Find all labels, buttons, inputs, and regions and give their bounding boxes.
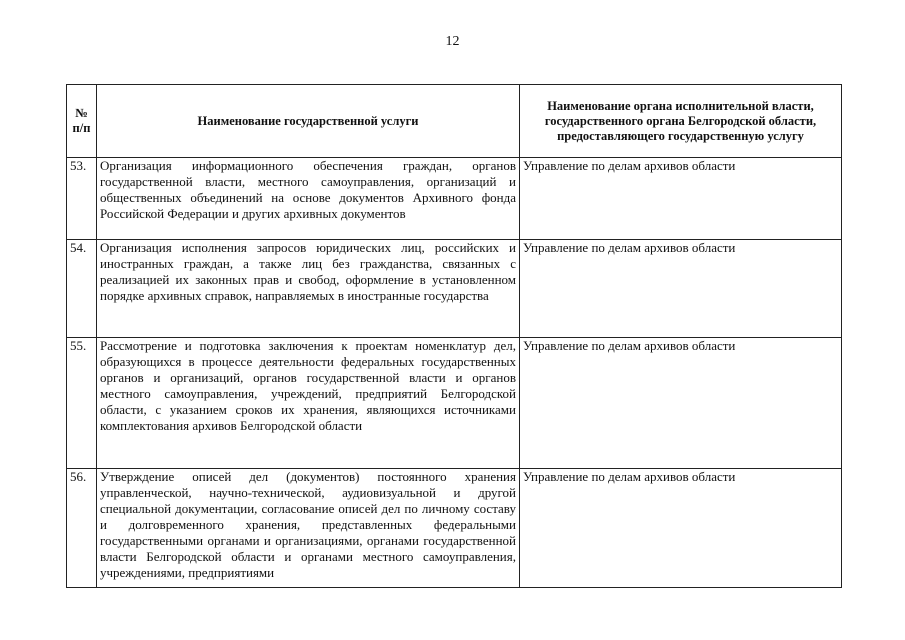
service-name: Рассмотрение и подготовка заключения к проектам номенклатур дел, образующихся в процессе деятельности федеральных государственных органов и организаций, органов государственной власти и органов местного самоуправления, учреждений, предприятий Белгородской области, с указанием сроков их хранения, являющихся источниками комплектования архивов Белгородской области (97, 338, 520, 469)
service-name: Организация информационного обеспечения граждан, органов государственной власти, местного самоуправления, организаций и общественных объединений на основе документов Архивного фонда Российской Федерации и других архивных документов (97, 158, 520, 240)
organ-name: Управление по делам архивов области (520, 338, 842, 469)
row-number: 56. (67, 469, 97, 588)
organ-name: Управление по делам архивов области (520, 240, 842, 338)
table-row (67, 338, 842, 469)
row-number: 53. (67, 158, 97, 240)
row-number: 54. (67, 240, 97, 338)
table-header-row (67, 85, 842, 158)
row-number: 55. (67, 338, 97, 469)
table-row (67, 240, 842, 338)
header-service-name: Наименование государственной услуги (97, 85, 520, 158)
table-row (67, 158, 842, 240)
organ-name: Управление по делам архивов области (520, 158, 842, 240)
service-name: Утверждение описей дел (документов) постоянного хранения управленческой, научно-технической, аудиовизуальной и другой специальной документации, согласование описей дел по личному составу и долговременного хранения, представленных федеральными государственными органами и организациями, органами государственной власти Белгородской области и органами местного самоуправления, учреждениями, предприятиями (97, 469, 520, 588)
table-row (67, 469, 842, 588)
page-number: 12 (445, 34, 460, 49)
services-table (66, 84, 842, 588)
header-number: № п/п (67, 85, 97, 158)
header-organ-name: Наименование органа исполнительной власти, государственного органа Белгородской области, предоставляющего государственную услугу (520, 85, 842, 158)
service-name: Организация исполнения запросов юридических лиц, российских и иностранных граждан, а также лиц без гражданства, связанных с реализацией их законных прав и свобод, оформление в установленном порядке архивных справок, направляемых в иностранные государства (97, 240, 520, 338)
organ-name: Управление по делам архивов области (520, 469, 842, 588)
